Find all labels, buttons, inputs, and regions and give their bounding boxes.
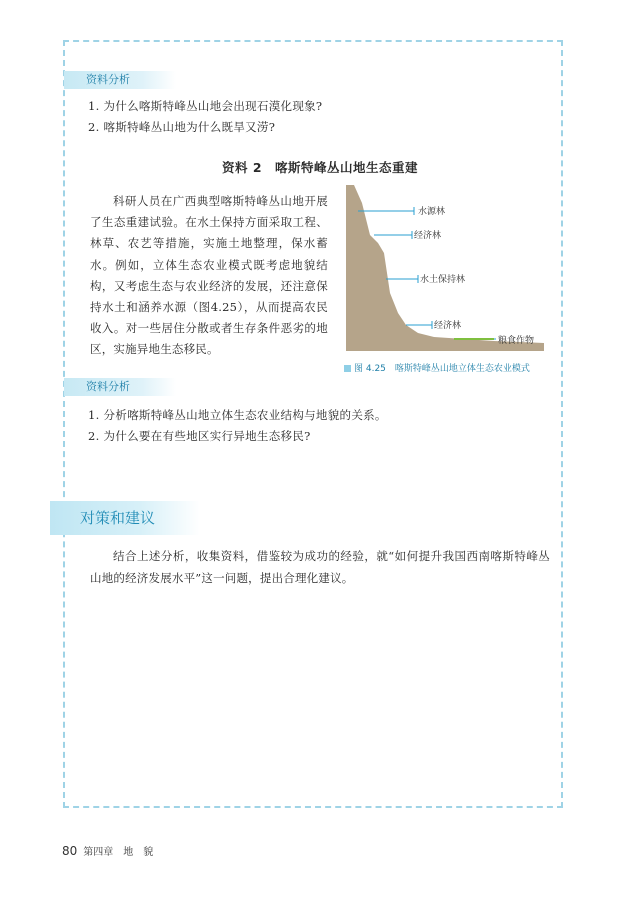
material2-paragraph: 科研人员在广西典型喀斯特峰丛山地开展了生态重建试验。在水土保持方面采取工程、林草、农艺等措施，实施土地整理，保水蓄水。例如，立体生态农业模式既考虑地貌结构，又考虑生态与农业经济的发展，还注意保持水土和涵养水源（图4.25），从而提高农民收入。对一些居住分散或者生存条件恶劣的地区，实施异地生态移民。: [90, 194, 328, 357]
karst-terrace-figure: [344, 183, 544, 353]
figure-caption-text: 图 4.25 喀斯特峰丛山地立体生态农业模式: [354, 364, 530, 374]
analysis1-question-2: 2. 喀斯特峰丛山地为什么既旱又涝?: [88, 120, 276, 134]
page-frame: [63, 40, 563, 808]
analysis-tag-2: 资料分析: [64, 378, 176, 396]
analysis-tag-1: 资料分析: [64, 71, 176, 89]
fig-label-5: 粮食作物: [498, 336, 535, 346]
caption-marker-icon: [344, 365, 351, 372]
fig-label-3: 水土保持林: [420, 275, 466, 285]
analysis2-question-1: 1. 分析喀斯特峰丛山地立体生态农业结构与地貌的关系。: [88, 408, 387, 422]
figure-caption: [344, 361, 530, 374]
material2-title: 资料 2 喀斯特峰丛山地生态重建: [222, 160, 419, 175]
analysis2-question-2: 2. 为什么要在有些地区实行异地生态移民?: [88, 429, 311, 443]
page-footer: [62, 843, 153, 858]
section-heading: 对策和建议: [50, 501, 200, 535]
fig-label-4: 经济林: [434, 321, 462, 331]
fig-label-1: 水源林: [418, 207, 446, 217]
section-paragraph: 结合上述分析，收集资料，借鉴较为成功的经验，就“如何提升我国西南喀斯特峰丛山地的经济发展水平”这一问题，提出合理化建议。: [90, 549, 550, 585]
chapter-title: 第四章 地 貌: [83, 847, 154, 858]
page-number: 80: [62, 844, 78, 858]
fig-label-2: 经济林: [414, 231, 442, 241]
analysis1-question-1: 1. 为什么喀斯特峰丛山地会出现石漠化现象?: [88, 99, 323, 113]
